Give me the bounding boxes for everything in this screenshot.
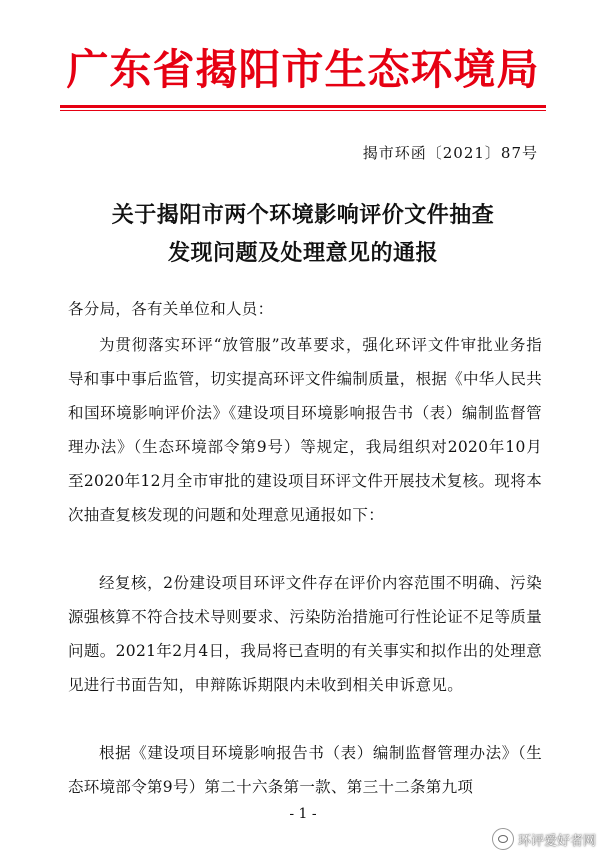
letterhead-rule-thick	[60, 105, 546, 108]
letterhead-rule-thin	[60, 110, 546, 111]
document-number: 揭市环函〔2021〕87号	[362, 144, 538, 162]
document-title-line-1: 关于揭阳市两个环境影响评价文件抽查	[111, 203, 495, 228]
salutation: 各分局，各有关单位和人员：	[68, 300, 274, 318]
paragraph-2: 经复核，2份建设项目环评文件存在评价内容范围不明确、污染源强核算不符合技术导则要求、污染防治措施可行性论证不足等质量问题。2021年2月4日，我局将已查明的有关事实和拟作出的处理意见进行书面告知，申辩陈诉期限内未收到相关申诉意见。	[68, 574, 543, 694]
document-title-line-2: 发现问题及处理意见的通报	[167, 241, 438, 266]
wechat-icon	[492, 828, 514, 850]
watermark-text: 环评爱好者网	[517, 833, 596, 849]
letterhead-title: 广东省揭阳市生态环境局	[66, 45, 540, 94]
page-number: - 1 -	[289, 806, 317, 822]
watermark	[492, 828, 596, 850]
paragraph-1: 为贯彻落实环评“放管服”改革要求，强化环评文件审批业务指导和事中事后监管，切实提高环评文件编制质量，根据《中华人民共和国环境影响评价法》《建设项目环境影响报告书（表）编制监督管理办法》（生态环境部令第9号）等规定，我局组织对2020年10月至2020年12月全市审批的建设项目环评文件开展技术复核。现将本次抽查复核发现的问题和处理意见通报如下：	[68, 336, 543, 524]
paragraph-3: 根据《建设项目环境影响报告书（表）编制监督管理办法》（生态环境部令第9号）第二十六条第一款、第三十二条第九项	[68, 744, 542, 796]
